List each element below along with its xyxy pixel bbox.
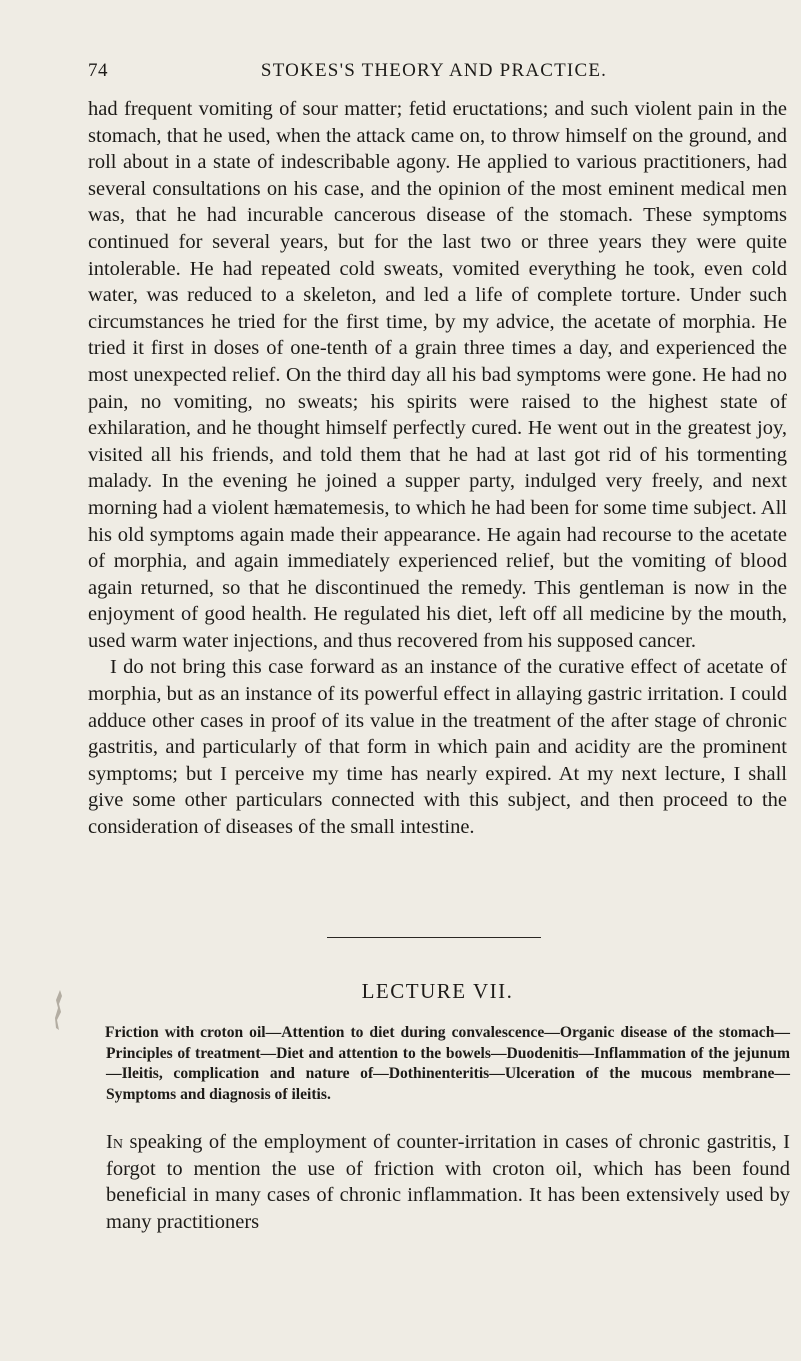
paragraph-continued: had frequent vomiting of sour matter; fetid eructations; and such violent pain in the stomach, that he used, when the attack came on, to throw himself on the ground, and roll about in a state of indescribable agony. He applied to various practitioners, had several consultations on his case, and the opinion of the most eminent medical men was, that he had incurable cancerous disease of the stomach. These symptoms continued for several years, but for the last two or three years they were quite intolerable. He had repeated cold sweats, vomited everything he took, even cold water, was reduced to a skeleton, and led a life of complete torture. Under such circumstances he tried for the first time, by my advice, the acetate of morphia. He tried it first in doses of one-tenth of a grain three times a day, and experienced the most unexpected relief. On the third day all his bad symptoms were gone. He had no pain, no vomiting, no sweats; his spirits were raised to the highest state of exhilaration, and he thought himself perfectly cured. He went out in the greatest joy, visited all his friends, and told them that he had at last got rid of his tormenting malady. In the evening he joined a supper party, indulged very freely, and next morning had a violent hæmatemesis, to which he had been for some time subject. All his old symptoms again made their appearance. He again had recourse to the acetate of morphia, and again immediately experienced relief, but the vomiting of blood again returned, so that he discontinued the remedy. This gentleman is now in the enjoyment of good health. He regulated his diet, left off all medicine by the mouth, used warm water injections, and thus recovered from his supposed cancer.	[88, 98, 787, 652]
body-text	[88, 96, 787, 841]
opening-initial: In	[106, 1131, 123, 1153]
page-header	[88, 60, 788, 84]
lecture-opening	[106, 1129, 790, 1235]
page-number: 74	[88, 60, 108, 81]
lecture-opening-paragraph	[106, 1129, 790, 1235]
synopsis-text: Friction with croton oil—Attention to diet during convalescence—Organic disease of the stomach—Principles of treatment—Diet and attention to the bowels—Duodenitis—Inflammation of the jejunum—Ileitis, complication and nature of—Dothinenteritis—Ulceration of the mucous membrane—Symptoms and diagnosis of ileitis.	[105, 1024, 790, 1103]
opening-text: speaking of the employment of counter-irritation in cases of chronic gastritis, I forgot to mention the use of friction with croton oil, which has been found beneficial in many cases of chronic inflammation. It has been extensively used by many practitioners	[106, 1131, 791, 1233]
lecture-synopsis	[106, 1023, 790, 1105]
running-head: STOKES'S THEORY AND PRACTICE.	[260, 60, 608, 81]
section-divider	[327, 937, 541, 938]
paragraph-morphia-remark: I do not bring this case forward as an instance of the curative effect of acetate of morphia, but as an instance of its powerful effect in allaying gastric irritation. I could adduce other cases in proof of its value in the treatment of the after stage of chronic gastritis, and particularly of that form in which pain and acidity are the prominent symptoms; but I perceive my time has nearly expired. At my next lecture, I shall give some other particulars connected with this subject, and then proceed to the consideration of diseases of the small intestine.	[88, 656, 787, 839]
lecture-heading: LECTURE VII.	[361, 979, 514, 1003]
ink-blot-mark	[54, 990, 64, 1030]
